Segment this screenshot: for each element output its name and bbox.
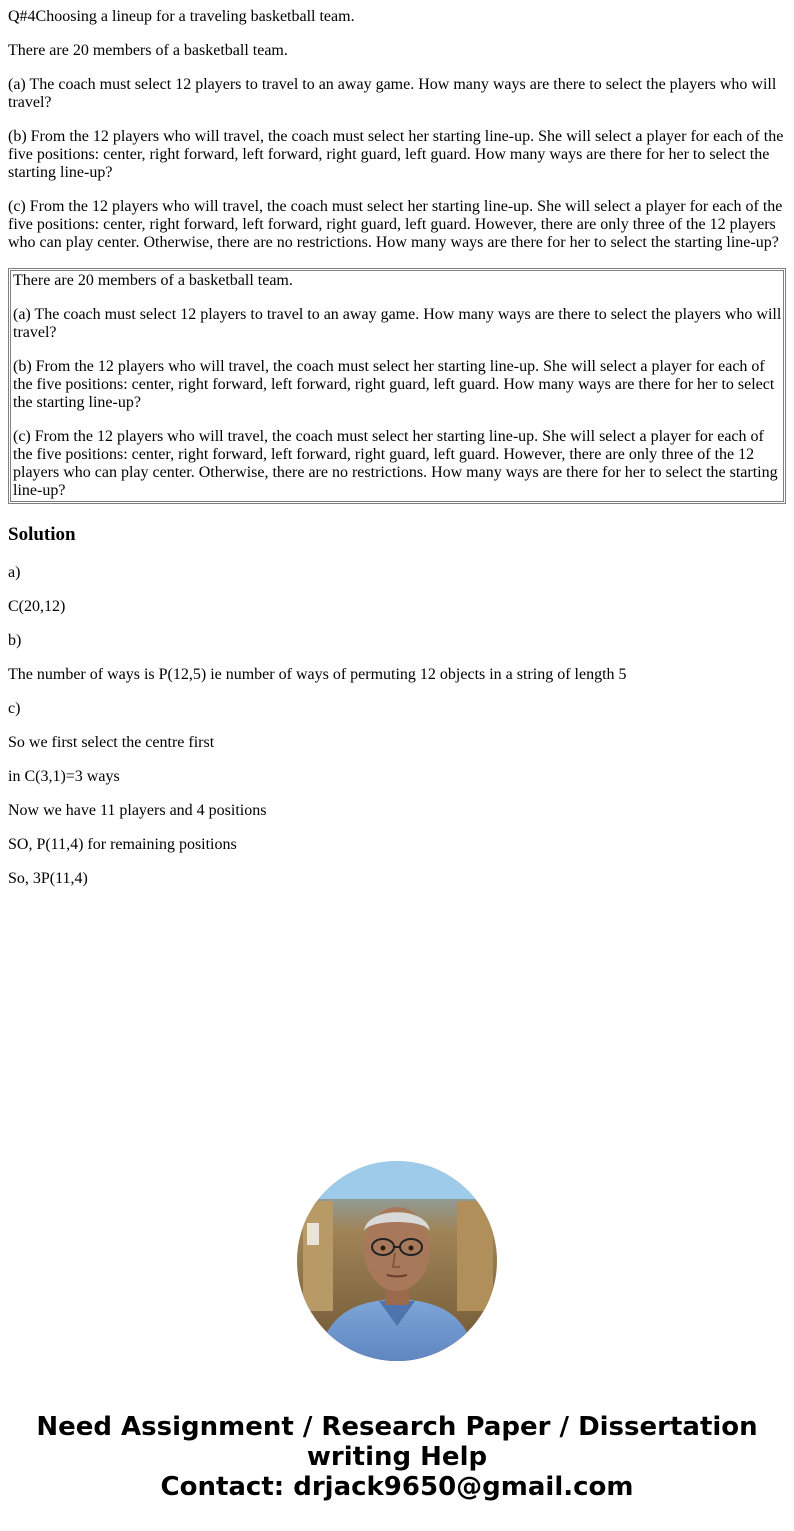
page-content [0,8,794,888]
solution-line: c) [8,700,21,717]
author-photo-icon [297,1161,497,1361]
solution-line: So we first select the centre first [8,734,215,751]
solution-line: SO, P(11,4) for remaining positions [8,836,237,853]
question-title: Q#4Choosing a lineup for a traveling basketball team. [8,8,355,25]
solution-line: a) [8,564,21,581]
question-table [8,268,786,504]
footer-promo [0,1412,794,1502]
solution-line: Now we have 11 players and 4 positions [8,802,267,819]
question-table-cell [10,270,784,502]
table-part-b: (b) From the 12 players who will travel, the coach must select her starting line-up. She will select a player for each of the five positions: center, right forward, left forward, right guard, left guard. How many ways are there for her to select the starting line-up? [13,358,775,411]
solution-line: The number of ways is P(12,5) ie number of ways of permuting 12 objects in a string of length 5 [8,666,627,683]
solution-line: in C(3,1)=3 ways [8,768,120,785]
question-part-a: (a) The coach must select 12 players to travel to an away game. How many ways are there to select the players who will travel? [8,76,777,111]
question-intro: There are 20 members of a basketball team. [8,42,288,59]
table-intro: There are 20 members of a basketball team. [13,272,293,289]
footer-line: Need Assignment / Research Paper / Dissertation [36,1412,758,1442]
footer-line: writing Help [306,1442,488,1472]
solution-line: So, 3P(11,4) [8,870,88,887]
footer-contact: Contact: drjack9650@gmail.com [160,1472,634,1502]
solution-line: b) [8,632,22,649]
solution-line: C(20,12) [8,598,66,615]
table-part-a: (a) The coach must select 12 players to travel to an away game. How many ways are there to select the players who will travel? [13,306,782,341]
solution-body [8,564,786,888]
question-part-b: (b) From the 12 players who will travel, the coach must select her starting line-up. She will select a player for each of the five positions: center, right forward, left forward, right guard, left guard. How many ways are there for her to select the starting line-up? [8,128,784,181]
question-part-c: (c) From the 12 players who will travel, the coach must select her starting line-up. She will select a player for each of the five positions: center, right forward, left forward, right guard, left guard. However, there are only three of the 12 players who can play center. Otherwise, there are no restrictions. How many ways are there for her to select the starting line-up? [8,198,783,251]
author-avatar [297,1161,497,1361]
solution-heading: Solution [8,524,76,545]
table-part-c: (c) From the 12 players who will travel, the coach must select her starting line-up. She will select a player for each of the five positions: center, right forward, left forward, right guard, left guard. However, there are only three of the 12 players who can play center. Otherwise, there are no restrictions. How many ways are there for her to select the starting line-up? [13,428,778,499]
